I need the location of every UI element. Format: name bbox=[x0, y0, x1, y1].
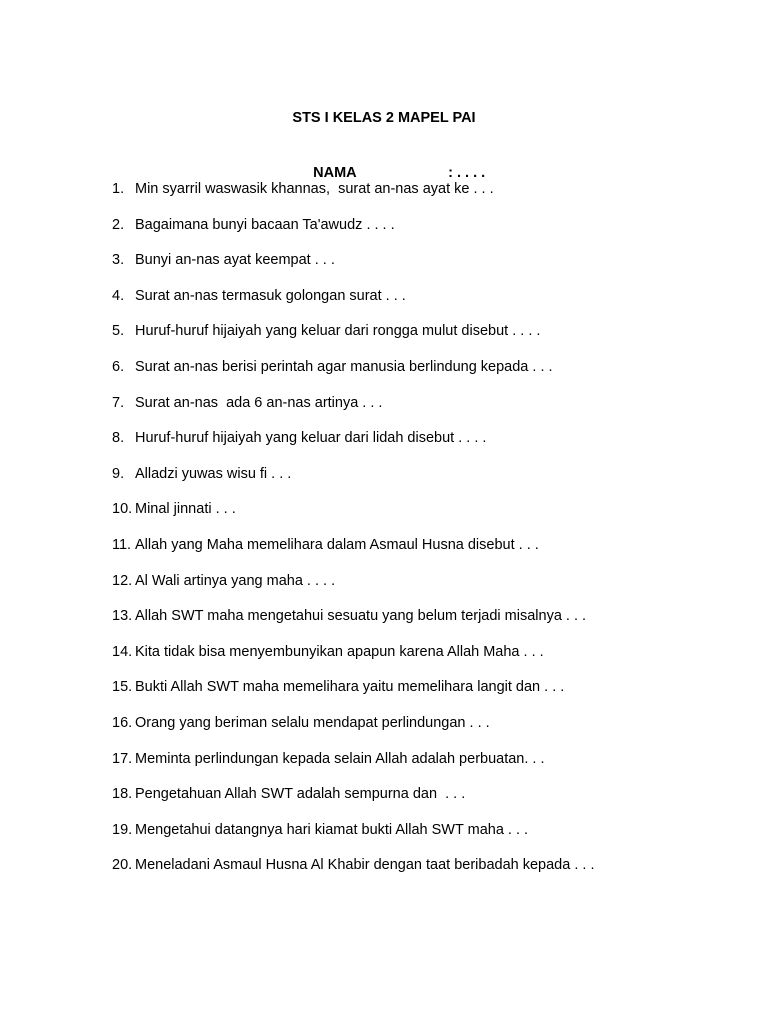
question-number: 4. bbox=[112, 287, 125, 304]
question-item bbox=[112, 464, 594, 500]
question-item bbox=[112, 571, 594, 607]
question-item bbox=[112, 428, 594, 464]
question-number: 14. bbox=[112, 643, 133, 660]
question-text: Surat an-nas ada 6 an-nas artinya . . . bbox=[135, 394, 383, 411]
question-item bbox=[112, 713, 594, 749]
question-text: Allah yang Maha memelihara dalam Asmaul Husna disebut . . . bbox=[135, 536, 539, 553]
question-number: 16. bbox=[112, 714, 133, 731]
question-item bbox=[112, 642, 594, 678]
question-item bbox=[112, 855, 594, 891]
question-number: 10. bbox=[112, 501, 133, 518]
question-text: Alladzi yuwas wisu fi . . . bbox=[135, 465, 292, 482]
question-number: 7. bbox=[112, 394, 125, 411]
name-label: NAMA bbox=[313, 165, 357, 181]
question-text: Al Wali artinya yang maha . . . . bbox=[135, 572, 336, 589]
question-item bbox=[112, 393, 594, 429]
question-number: 18. bbox=[112, 786, 133, 803]
question-list bbox=[112, 179, 594, 891]
question-text: Kita tidak bisa menyembunyikan apapun karena Allah Maha . . . bbox=[135, 643, 544, 660]
question-item bbox=[112, 784, 594, 820]
question-item bbox=[112, 250, 594, 286]
question-text: Bagaimana bunyi bacaan Ta'awudz . . . . bbox=[135, 216, 395, 233]
question-number: 17. bbox=[112, 750, 133, 767]
question-number: 8. bbox=[112, 430, 125, 447]
question-item bbox=[112, 215, 594, 251]
question-item bbox=[112, 749, 594, 785]
question-text: Allah SWT maha mengetahui sesuatu yang belum terjadi misalnya . . . bbox=[135, 608, 587, 625]
question-number: 5. bbox=[112, 323, 125, 340]
question-text: Mengetahui datangnya hari kiamat bukti Allah SWT maha . . . bbox=[135, 821, 529, 838]
question-number: 20. bbox=[112, 857, 133, 874]
question-text: Bukti Allah SWT maha memelihara yaitu memelihara langit dan . . . bbox=[135, 679, 565, 696]
question-text: Bunyi an-nas ayat keempat . . . bbox=[135, 252, 335, 269]
question-item bbox=[112, 499, 594, 535]
question-number: 9. bbox=[112, 465, 125, 482]
question-text: Min syarril waswasik khannas, surat an-nas ayat ke . . . bbox=[135, 181, 494, 197]
question-number: 6. bbox=[112, 358, 125, 375]
document-title: STS I KELAS 2 MAPEL PAI bbox=[292, 110, 476, 126]
question-number: 15. bbox=[112, 679, 133, 696]
question-number: 11. bbox=[112, 536, 132, 553]
question-number: 3. bbox=[112, 252, 125, 269]
question-item bbox=[112, 357, 594, 393]
question-text: Huruf-huruf hijaiyah yang keluar dari rongga mulut disebut . . . . bbox=[135, 323, 541, 340]
name-value: : . . . . bbox=[448, 165, 486, 181]
question-text: Meminta perlindungan kepada selain Allah adalah perbuatan. . . bbox=[135, 750, 545, 767]
question-number: 13. bbox=[112, 608, 133, 625]
question-text: Meneladani Asmaul Husna Al Khabir dengan taat beribadah kepada . . . bbox=[135, 857, 595, 874]
question-text: Huruf-huruf hijaiyah yang keluar dari lidah disebut . . . . bbox=[135, 430, 487, 447]
question-item bbox=[112, 179, 594, 215]
question-text: Pengetahuan Allah SWT adalah sempurna dan . . . bbox=[135, 786, 466, 803]
question-text: Minal jinnati . . . bbox=[135, 501, 236, 518]
question-item bbox=[112, 535, 594, 571]
question-item bbox=[112, 321, 594, 357]
question-item bbox=[112, 286, 594, 322]
question-text: Orang yang beriman selalu mendapat perlindungan . . . bbox=[135, 714, 490, 731]
question-item bbox=[112, 820, 594, 856]
question-number: 1. bbox=[112, 181, 125, 197]
question-text: Surat an-nas berisi perintah agar manusia berlindung kepada . . . bbox=[135, 358, 553, 375]
question-item bbox=[112, 677, 594, 713]
question-number: 2. bbox=[112, 216, 125, 233]
question-number: 12. bbox=[112, 572, 133, 589]
question-item bbox=[112, 606, 594, 642]
question-text: Surat an-nas termasuk golongan surat . . . bbox=[135, 287, 406, 304]
question-number: 19. bbox=[112, 821, 133, 838]
